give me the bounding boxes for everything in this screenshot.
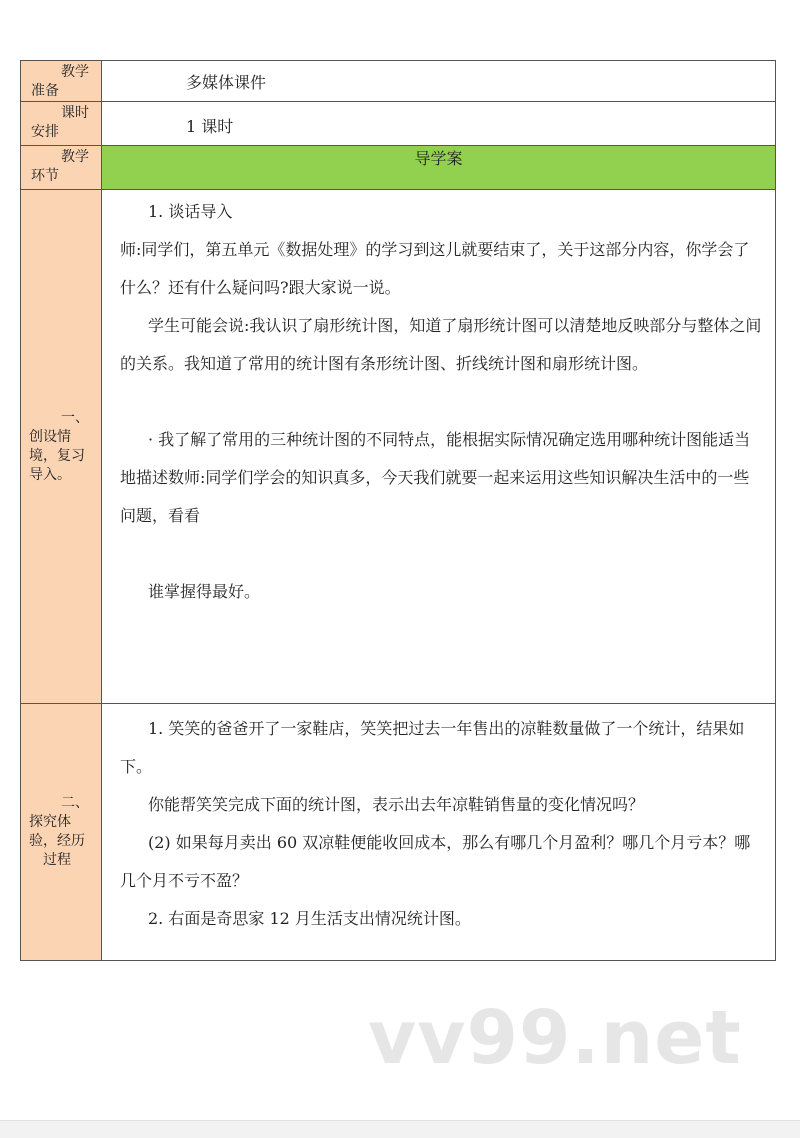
label-line: 创设情 [29,428,71,445]
label-line: 安排 [31,124,59,140]
label-line: 导入。 [29,466,71,483]
label-line: 验，经历 [29,833,85,849]
page-footer-bar [0,1120,800,1138]
section1-label [21,190,102,704]
row-label-stage [21,146,102,190]
paragraph: 1. 笑笑的爸爸开了一家鞋店，笑笑把过去一年售出的凉鞋数量做了一个统计，结果如下。 [120,719,745,776]
paragraph: 1. 谈话导入 [148,202,233,221]
table-row [21,704,776,961]
label-line: 教学 [61,149,89,165]
section1-content [102,190,776,704]
prep-content-cell [102,61,776,102]
label-line: 境，复习 [29,447,85,464]
hours-content-cell [102,102,776,146]
hours-content: 1 课时 [186,117,234,136]
section2-content [102,704,776,961]
row-label-hours [21,102,102,146]
paragraph: 2. 右面是奇思家 12 月生活支出情况统计图。 [148,909,471,928]
table-row [21,146,776,190]
prep-content: 多媒体课件 [186,73,267,92]
label-line: 过程 [43,852,71,868]
label-line: 课时 [61,105,89,121]
label-line: 一、 [61,409,89,426]
paragraph: 你能帮笑笑完成下面的统计图，表示出去年凉鞋销售量的变化情况吗？ [148,795,645,814]
label-line: 二、 [61,795,89,811]
section2-label [21,704,102,961]
watermark: vv99.net [368,995,742,1081]
lesson-plan-table [20,60,776,961]
paragraph: 师:同学们，第五单元《数据处理》的学习到这儿就要结束了，关于这部分内容，你学会了什么？还有什么疑问吗?跟大家说一说。 [120,240,750,297]
row-label-prep [21,61,102,102]
paragraph: 学生可能会说:我认识了扇形统计图，知道了扇形统计图可以清楚地反映部分与整体之间的关系。我知道了常用的统计图有条形统计图、折线统计图和扇形统计图。 [120,316,762,373]
table-row [21,61,776,102]
label-line: 准备 [31,83,59,99]
table-row [21,102,776,146]
paragraph: 谁掌握得最好。 [148,582,261,601]
table-row [21,190,776,704]
section-header: 导学案 [102,146,776,190]
paragraph: · 我了解了常用的三种统计图的不同特点，能根据实际情况确定选用哪种统计图能适当地描述数师:同学们学会的知识真多，今天我们就要一起来运用这些知识解决生活中的一些问题，看看 [120,430,751,525]
label-line: 教学 [61,64,89,80]
label-line: 环节 [31,168,59,184]
paragraph: (2) 如果每月卖出 60 双凉鞋便能收回成本，那么有哪几个月盈利？哪几个月亏本？哪几个月不亏不盈？ [120,833,751,890]
label-line: 探究体 [29,814,71,830]
